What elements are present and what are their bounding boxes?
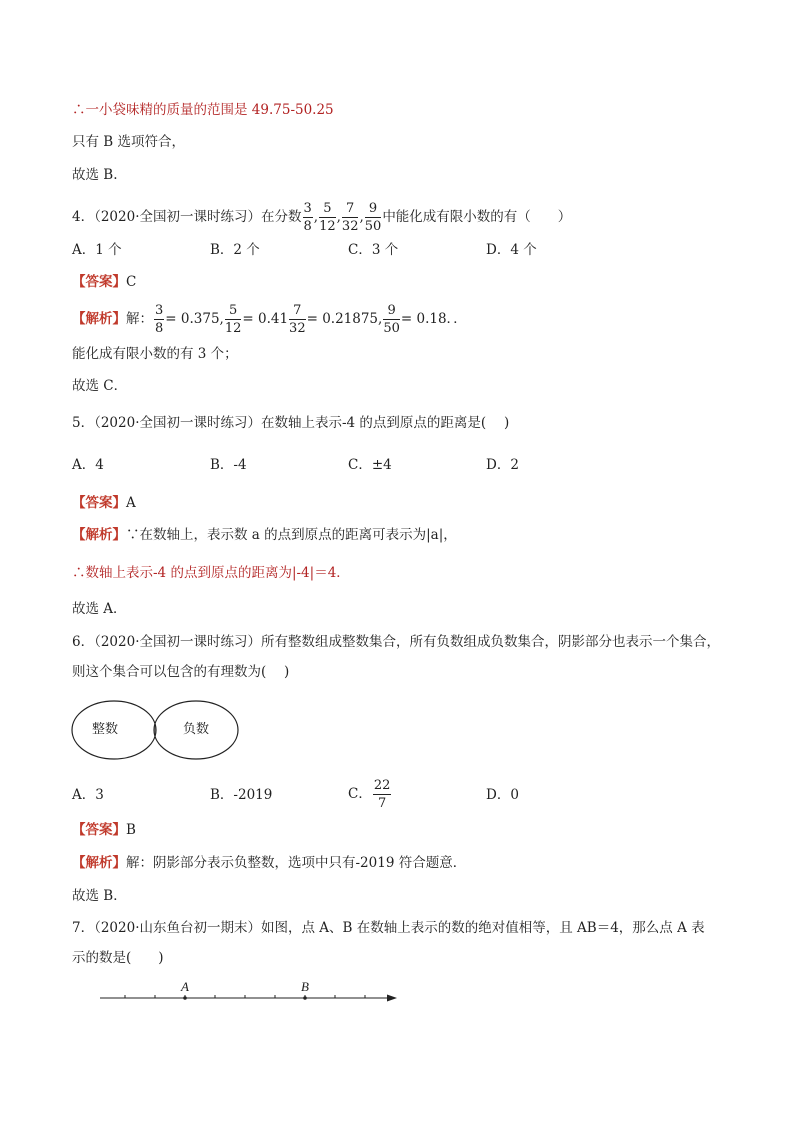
q5-option-b: B．-4 <box>210 457 247 473</box>
prev-conclusion: ∴一小袋味精的质量的范围是 49.75-50.25 <box>72 102 334 118</box>
point-b-dot <box>303 996 307 1000</box>
q5-answer: 【答案】A <box>72 495 136 511</box>
q4-answer: 【答案】C <box>72 274 137 290</box>
q6-option-c-frac: $\frac{22}{7}$ <box>373 778 391 811</box>
number-line-arrow-icon <box>387 995 397 1002</box>
q6-explanation: 【解析】解：阴影部分表示负整数，选项中只有-2019 符合题意． <box>72 855 467 871</box>
q4-choice: 故选 C． <box>72 378 128 394</box>
q5-choice: 故选 A． <box>72 601 127 617</box>
point-b-label: B <box>301 979 309 994</box>
q6-choice: 故选 B． <box>72 888 127 904</box>
question-6-line-1: 6．（2020·全国初一课时练习）所有整数组成整数集合，所有负数组成负数集合，阴影部分也表示一个集合， <box>72 634 720 650</box>
q4-frac-1: $\frac{3}{8}$ <box>303 201 312 234</box>
q6-option-c: C． $\frac{22}{7}$ <box>348 778 391 811</box>
q5-explanation: 【解析】∵在数轴上，表示数 a 的点到原点的距离可表示为|a|， <box>72 527 457 543</box>
q4-option-a: A．1 个 <box>72 242 122 258</box>
q4-explanation: 【解析】解： $\frac{3}{8}$ = 0.375, $\frac{5}{12}$ = 0.41 $\frac{7}{32}$ = 0.21875, $\frac{9}{50}$ = 0.18．． <box>72 303 467 336</box>
q6-option-b: B．-2019 <box>210 787 273 803</box>
q6-option-d: D．0 <box>486 787 519 803</box>
q4-option-b: B．2 个 <box>210 242 260 258</box>
point-a-label: A <box>181 979 189 994</box>
q5-option-a: A．4 <box>72 457 104 473</box>
q4-expl-frac-2: $\frac{5}{12}$ <box>224 303 242 336</box>
question-7-line-1: 7．（2020·山东鱼台初一期末）如图，点 A、B 在数轴上表示的数的绝对值相等，且 AB＝4，那么点 A 表 <box>72 920 705 936</box>
q5-option-d: D．2 <box>486 457 519 473</box>
q4-expl-frac-3: $\frac{7}{32}$ <box>289 303 306 336</box>
q4-frac-3: $\frac{7}{32}$ <box>341 201 359 234</box>
question-7-line-2: 示的数是( ) <box>72 950 164 966</box>
q5-explanation-2: ∴数轴上表示-4 的点到原点的距离为|-4|＝4． <box>72 565 350 581</box>
q4-frac-2: $\frac{5}{12}$ <box>319 201 336 234</box>
q4-prefix: 4．（2020·全国初一课时练习）在分数 <box>72 209 302 225</box>
q6-answer: 【答案】B <box>72 822 136 838</box>
q5-option-c: C．±4 <box>348 457 392 473</box>
question-4: 4．（2020·全国初一课时练习）在分数 $\frac{3}{8}$ , $\frac{5}{12}$ , $\frac{7}{32}$ , $\frac{9}{50}$ 中能化成有限小数的有（ ） <box>72 201 572 234</box>
q4-option-d: D．4 个 <box>486 242 537 258</box>
q4-explanation-2: 能化成有限小数的有 3 个； <box>72 346 238 362</box>
question-6-line-2: 则这个集合可以包含的有理数为( ) <box>72 664 290 680</box>
venn-label-negatives: 负数 <box>183 722 210 737</box>
prev-note: 只有 B 选项符合， <box>72 134 186 150</box>
venn-label-integers: 整数 <box>92 722 119 737</box>
q6-option-a: A．3 <box>72 787 104 803</box>
number-line-figure <box>95 978 405 1008</box>
q4-expl-frac-4: $\frac{9}{50}$ <box>383 303 400 336</box>
q4-option-c: C．3 个 <box>348 242 399 258</box>
q4-frac-4: $\frac{9}{50}$ <box>364 201 382 234</box>
q4-suffix: 中能化成有限小数的有（ ） <box>382 209 572 225</box>
prev-choice: 故选 B. <box>72 167 118 183</box>
question-5: 5．（2020·全国初一课时练习）在数轴上表示-4 的点到原点的距离是( ) <box>72 415 510 431</box>
point-a-dot <box>183 996 187 1000</box>
q4-expl-frac-1: $\frac{3}{8}$ <box>155 303 164 336</box>
